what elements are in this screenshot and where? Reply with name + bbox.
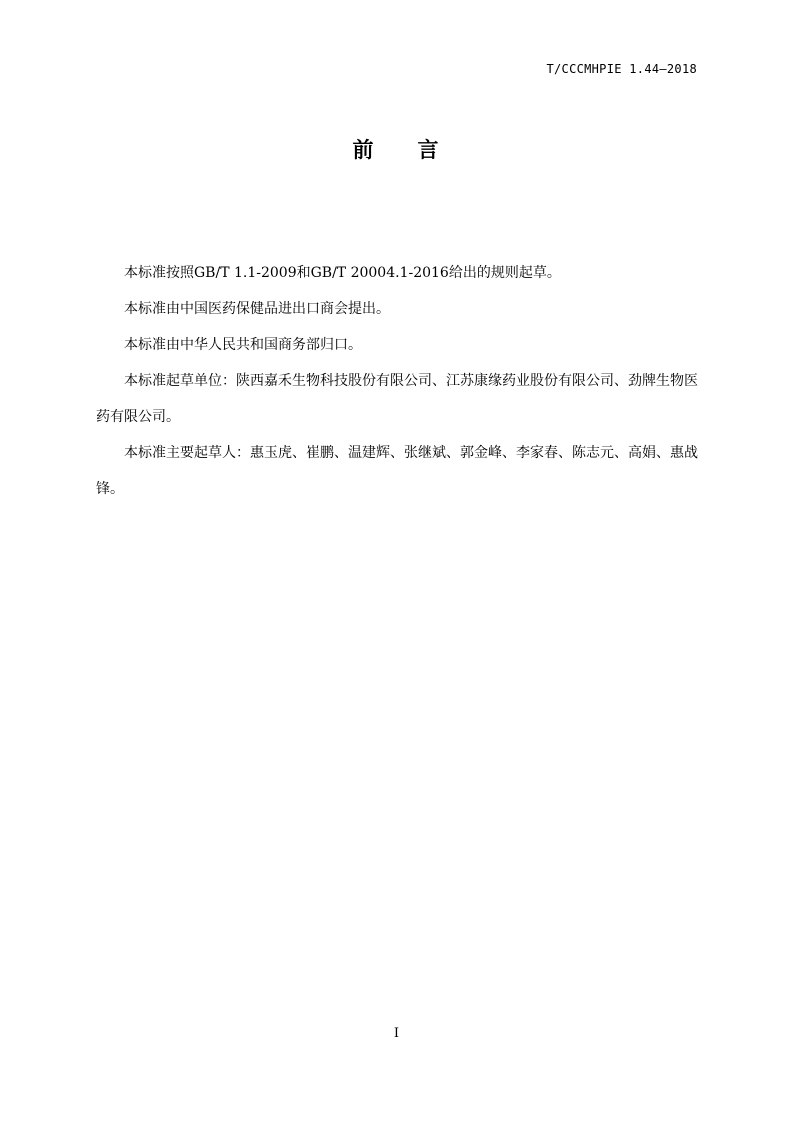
page-title [0, 134, 793, 164]
title-char-1: 前 [352, 138, 376, 162]
page-number: I [393, 1026, 400, 1041]
standard-code-header: T/CCCMHPIE 1.44—2018 [546, 62, 697, 76]
paragraph-drafting-units: 本标准起草单位：陕西嘉禾生物科技股份有限公司、江苏康缘药业股份有限公司、劲牌生物医药有限公司。 [96, 373, 698, 425]
paragraph-administrator: 本标准由中华人民共和国商务部归口。 [124, 337, 362, 353]
title-char-2: 言 [417, 138, 441, 162]
foreword-body [96, 255, 698, 507]
paragraph-drafters: 本标准主要起草人：惠玉虎、崔鹏、温建辉、张继斌、郭金峰、李家春、陈志元、高娟、惠战锋。 [96, 445, 698, 497]
paragraph-drafting-rules: 本标准按照GB/T 1.1-2009和GB/T 20004.1-2016给出的规则起草。 [124, 265, 561, 281]
paragraph-proposer: 本标准由中国医药保健品进出口商会提出。 [124, 301, 390, 317]
